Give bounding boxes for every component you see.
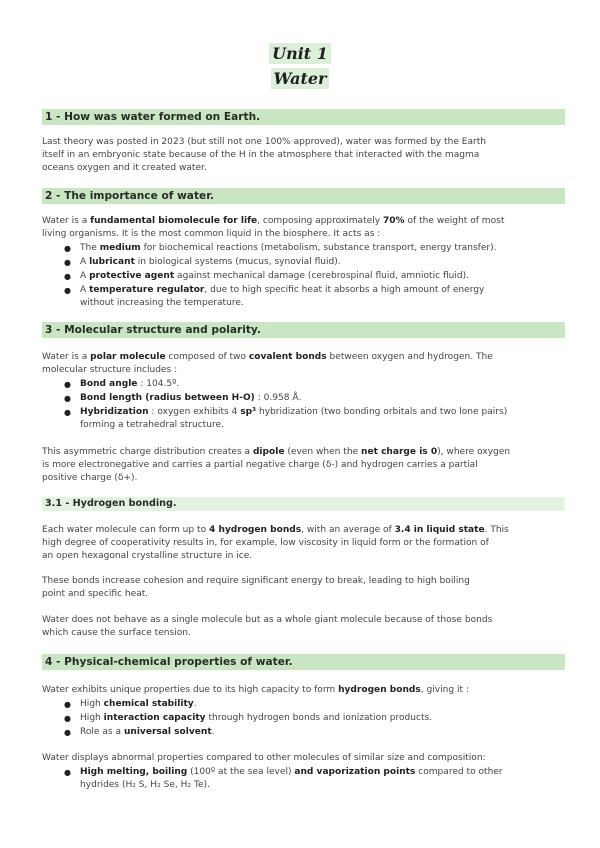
paragraph-line: oceans oxygen and it created water.	[42, 163, 207, 173]
paragraph-line: molecular structure includes :	[42, 365, 178, 375]
list-item-continuation: without increasing the temperature.	[80, 298, 244, 308]
paragraph-line: an open hexagonal crystalline structure in ice.	[42, 551, 253, 561]
bullet-icon: ●	[64, 700, 71, 709]
list-item: ● A lubricant in biological systems (mucus, synovial fluid).	[80, 256, 570, 269]
list-item: ● Bond angle : 104.5º.	[80, 378, 570, 391]
bullet-icon: ●	[64, 394, 71, 403]
section-heading-1: 1 - How was water formed on Earth.	[42, 109, 565, 125]
list-item-continuation: forming a tetrahedral structure.	[80, 420, 224, 430]
list-item: ● High melting, boiling (100º at the sea level) and vaporization points compared to other	[80, 766, 570, 779]
bullet-icon: ●	[64, 272, 71, 281]
paragraph-line: living organisms. It is the most common liquid in the biosphere. It acts as :	[42, 229, 381, 239]
bullet-icon: ●	[64, 286, 71, 295]
paragraph-line: Water is a fundamental biomolecule for life, composing approximately 70% of the weight of most	[42, 216, 505, 226]
paragraph-line: positive charge (δ+).	[42, 473, 138, 483]
list-item: ● A temperature regulator, due to high specific heat it absorbs a high amount of energy	[80, 284, 570, 297]
bullet-icon: ●	[64, 408, 71, 417]
paragraph-line: Water is a polar molecule composed of two covalent bonds between oxygen and hydrogen. The	[42, 352, 493, 362]
list-item: ● High chemical stability.	[80, 698, 570, 711]
paragraph-line: These bonds increase cohesion and require significant energy to break, leading to high boiling	[42, 576, 470, 586]
page-title: Unit 1	[0, 44, 600, 63]
paragraph-line: Each water molecule can form up to 4 hydrogen bonds, with an average of 3.4 in liquid state. This	[42, 525, 509, 535]
page-subtitle: Water	[0, 69, 600, 88]
list-item: ● Bond length (radius between H-O) : 0.958 Å.	[80, 392, 570, 405]
bullet-icon: ●	[64, 714, 71, 723]
section-heading-4: 4 - Physical-chemical properties of water.	[42, 654, 565, 670]
paragraph-line: This asymmetric charge distribution creates a dipole (even when the net charge is 0), where oxygen	[42, 447, 511, 457]
section-heading-3: 3 - Molecular structure and polarity.	[42, 322, 565, 338]
paragraph-line: itself in an embryonic state because of the H in the atmosphere that interacted with the magma	[42, 150, 480, 160]
paragraph-line: which cause the surface tension.	[42, 628, 191, 638]
bullet-icon: ●	[64, 768, 71, 777]
paragraph-line: Water displays abnormal properties compared to other molecules of similar size and composition:	[42, 753, 486, 763]
list-item: ● The medium for biochemical reactions (metabolism, substance transport, energy transfer).	[80, 242, 570, 255]
paragraph-line: Water exhibits unique properties due to its high capacity to form hydrogen bonds, giving it :	[42, 685, 469, 695]
paragraph-line: high degree of cooperativity results in, for example, low viscosity in liquid form or the formation of	[42, 538, 489, 548]
bullet-icon: ●	[64, 258, 71, 267]
paragraph-line: Water does not behave as a single molecule but as a whole giant molecule because of those bonds	[42, 615, 493, 625]
paragraph-line: point and specific heat.	[42, 589, 149, 599]
section-heading-2: 2 - The importance of water.	[42, 188, 565, 204]
list-item: ● Hybridization : oxygen exhibits 4 sp³ hybridization (two bonding orbitals and two lone pairs)	[80, 406, 570, 419]
bullet-icon: ●	[64, 380, 71, 389]
paragraph-line: is more electronegative and carries a partial negative charge (δ-) and hydrogen carries a partial	[42, 460, 478, 470]
list-item-continuation: hydrides (H₂ S, H₂ Se, H₂ Te).	[80, 780, 210, 790]
list-item: ● A protective agent against mechanical damage (cerebrospinal fluid, amniotic fluid).	[80, 270, 570, 283]
list-item: ● Role as a universal solvent.	[80, 726, 570, 739]
bullet-icon: ●	[64, 728, 71, 737]
bullet-icon: ●	[64, 244, 71, 253]
paragraph-line: Last theory was posted in 2023 (but still not one 100% approved), water was formed by the Earth	[42, 137, 487, 147]
list-item: ● High interaction capacity through hydrogen bonds and ionization products.	[80, 712, 570, 725]
subsection-heading-3-1: 3.1 - Hydrogen bonding.	[42, 497, 565, 511]
